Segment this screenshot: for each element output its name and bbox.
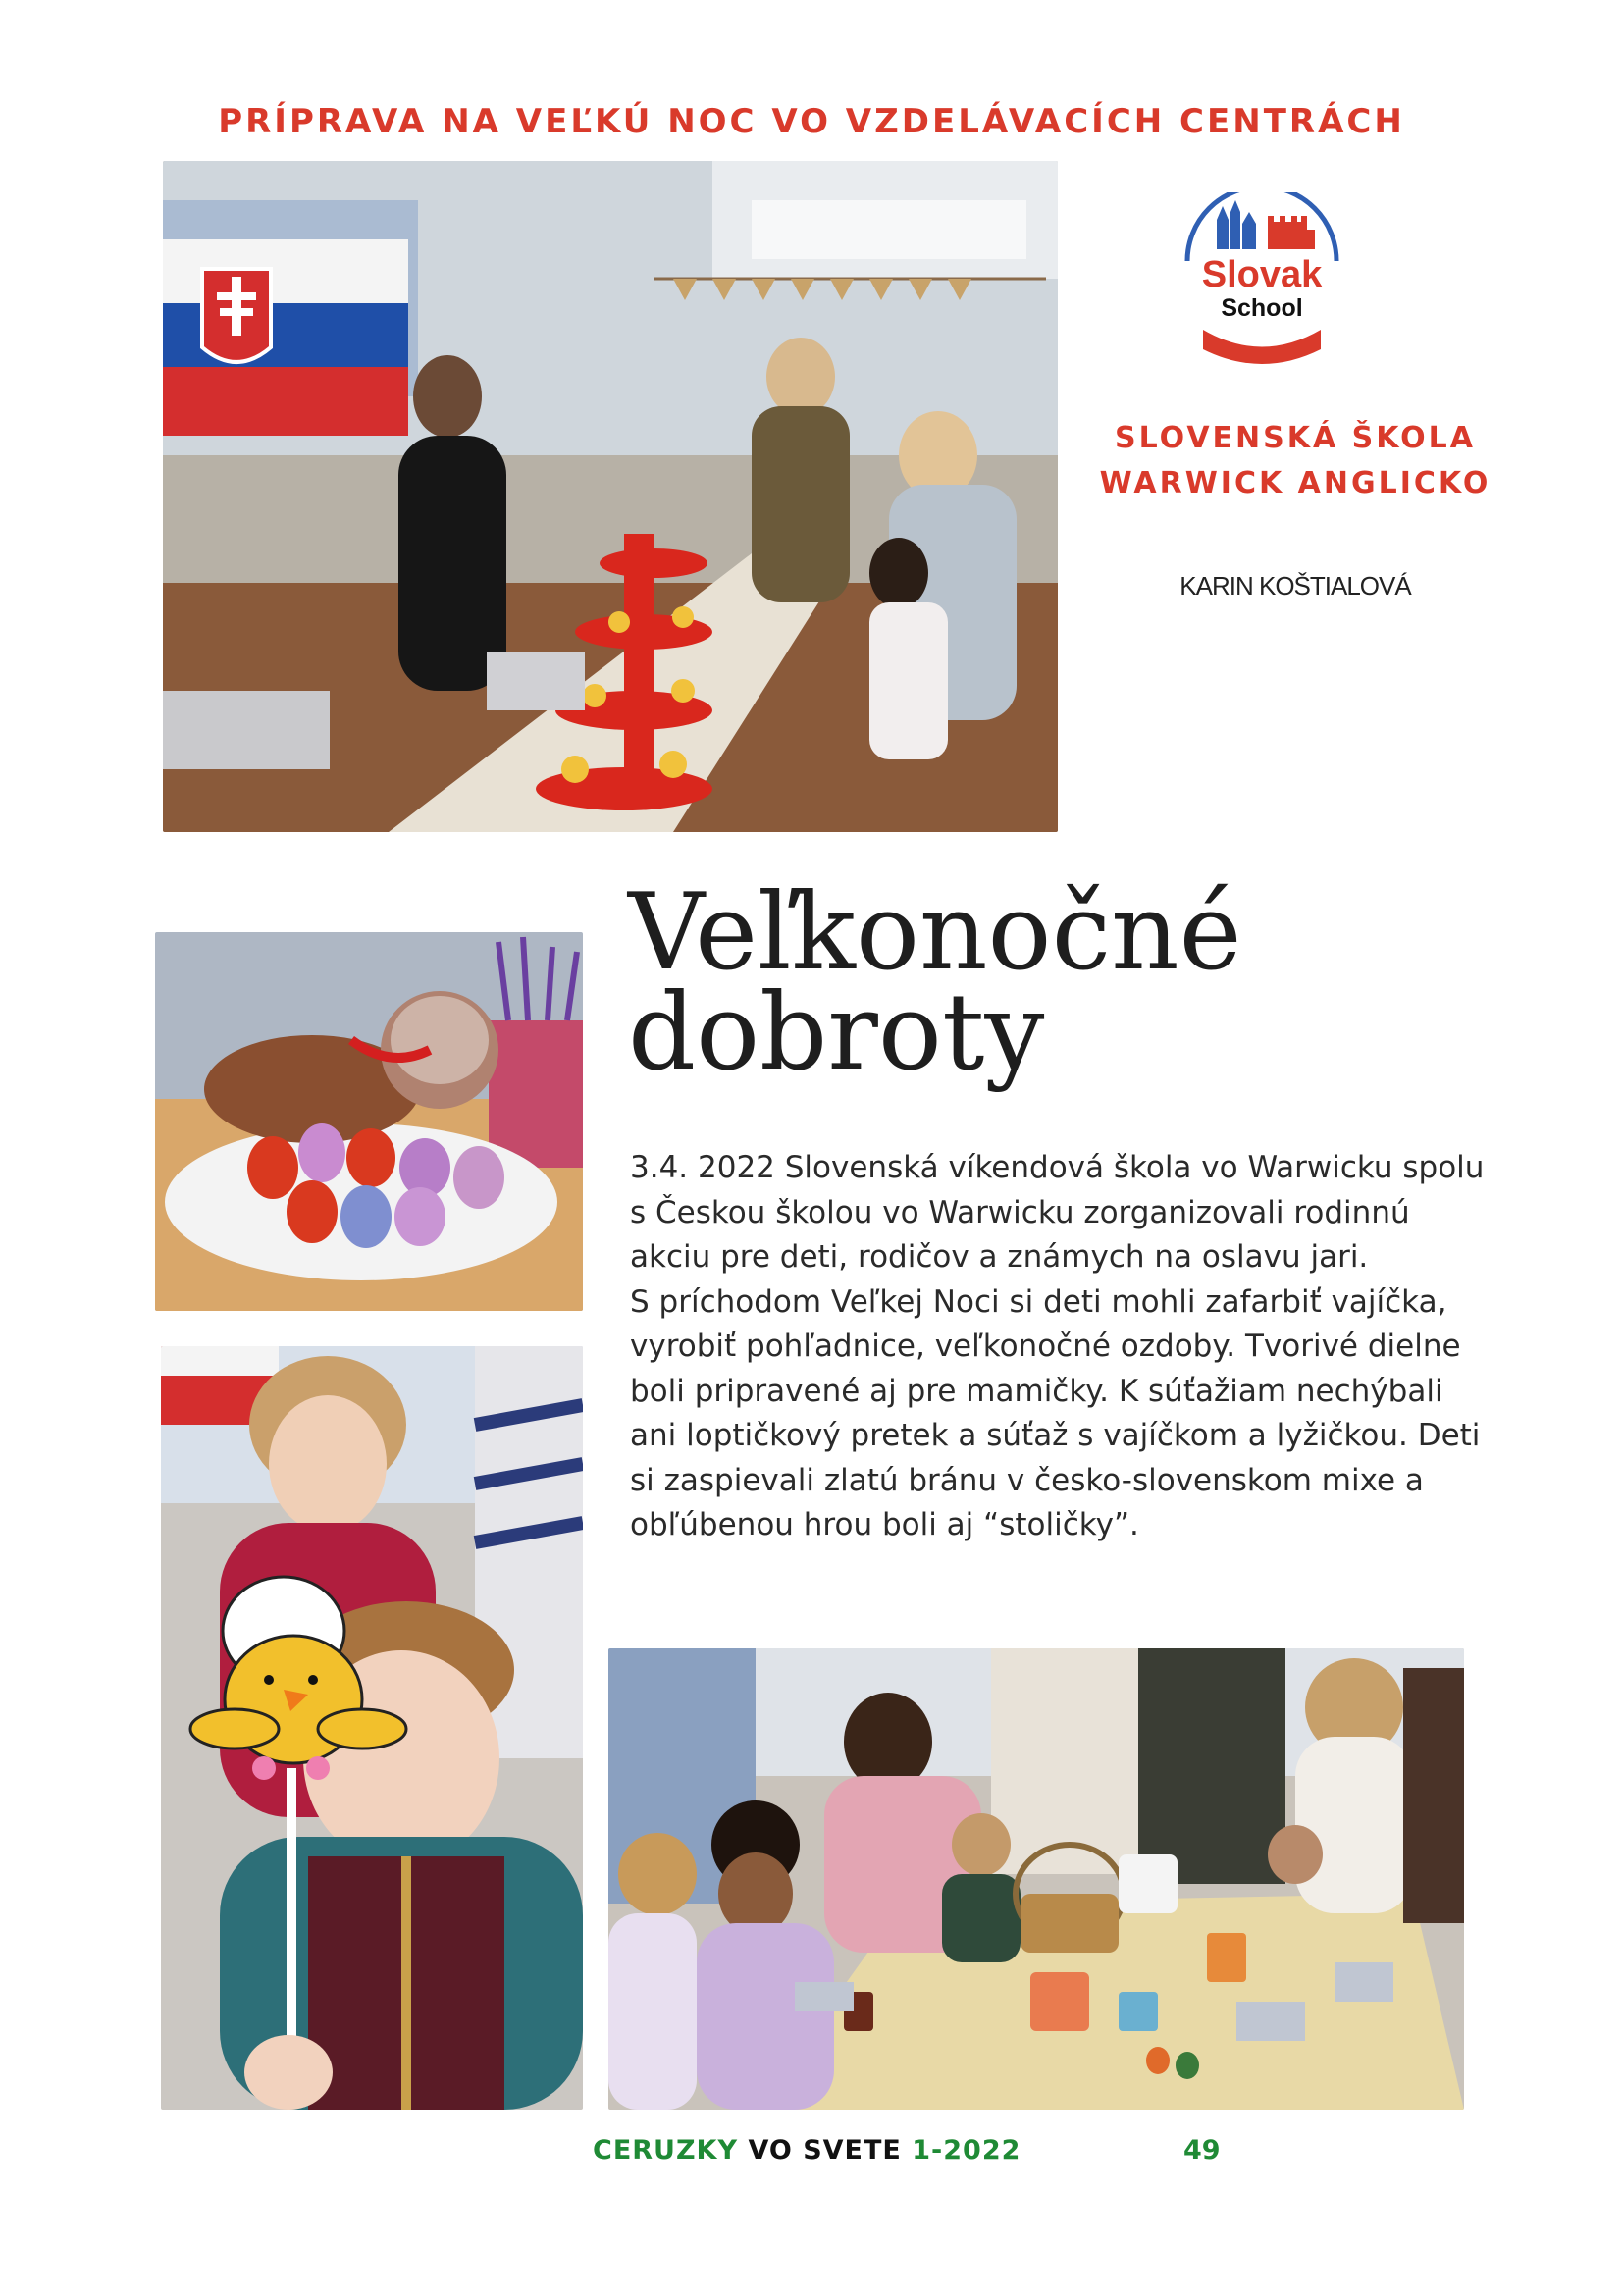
author-name: KARIN KOŠTIALOVÁ: [1179, 571, 1411, 600]
logo-text-warwick: WARWICK: [1227, 329, 1297, 343]
page-header-title: PRÍPRAVA NA VEĽKÚ NOC VO VZDELÁVACÍCH CENTRÁCH: [218, 102, 1405, 141]
article-body: [630, 1146, 1493, 1548]
school-name-line2: WARWICK ANGLICKO: [1099, 466, 1492, 500]
footer-issue: 1-2022: [912, 2135, 1021, 2166]
photo-easter-lamb-cake: [155, 932, 583, 1311]
article-headline: [628, 871, 1315, 1094]
page-number: 49: [1183, 2135, 1221, 2166]
footer-magazine-title: [593, 2135, 1021, 2166]
headline-line1: Veľkonočné: [628, 871, 1242, 994]
article-paragraph-2: S príchodom Veľkej Noci si deti mohli zafarbiť vajíčka, vyrobiť pohľadnice, veľkonočné ozdoby. Tvorivé dielne boli pripravené aj pre mamičky. K súťažiam nechýbali ani loptičkový pretek a súťaž s vajíčkom a lyžičkou. Deti si zaspievali zlatú bránu v česko-slovenskom mixe a obľúbenou hrou boli aj “stoličky”.: [630, 1283, 1481, 1542]
slovak-school-warwick-logo: [1174, 192, 1350, 375]
photo-boy-with-chick: [161, 1346, 583, 2110]
footer-magazine-part2: VO SVETE: [748, 2135, 902, 2166]
school-name-line1: SLOVENSKÁ ŠKOLA: [1114, 421, 1477, 455]
school-name: [1070, 416, 1521, 506]
headline-line2: dobroty: [628, 971, 1045, 1094]
photo-egg-decorating-table: [608, 1648, 1464, 2110]
footer-magazine-part1: CERUZKY: [593, 2135, 739, 2166]
photo-easter-bake-sale: [163, 161, 1058, 832]
logo-text-school: School: [1221, 294, 1303, 322]
article-paragraph-1: 3.4. 2022 Slovenská víkendová škola vo Warwicku spolu s Českou školou vo Warwicku zorganizovali rodinnú akciu pre deti, rodičov a známych na oslavu jari.: [630, 1150, 1485, 1275]
logo-text-slovak: Slovak: [1201, 254, 1323, 295]
